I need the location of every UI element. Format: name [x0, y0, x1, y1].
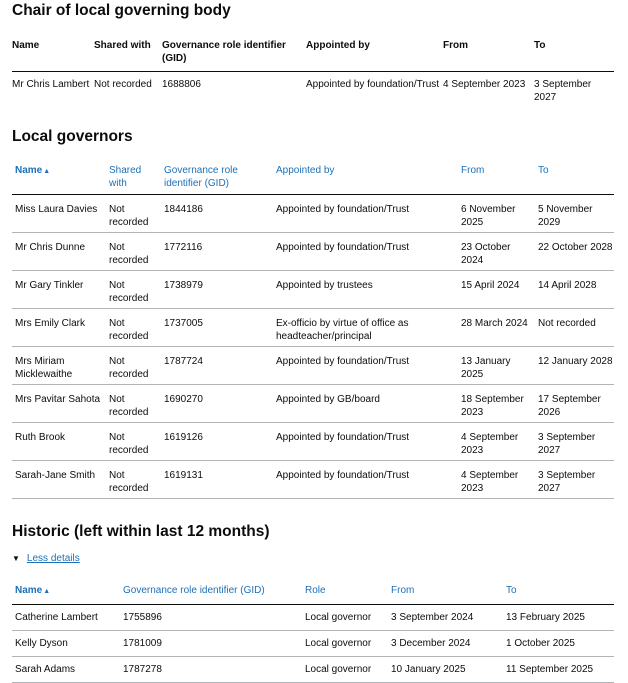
- cell-from: 6 November 2025: [458, 195, 535, 233]
- sort-by-from-link[interactable]: From: [458, 164, 535, 195]
- table-row: [12, 271, 614, 309]
- cell-shared-with: Not recorded: [106, 347, 161, 385]
- cell-role: Local governor: [302, 631, 388, 657]
- table-row: [12, 233, 614, 271]
- cell-appointed-by: Appointed by foundation/Trust: [273, 195, 458, 233]
- table-row: [12, 309, 614, 347]
- cell-to: 1 October 2025: [503, 631, 614, 657]
- chair-header-row: [12, 38, 614, 72]
- table-row: [12, 347, 614, 385]
- cell-to: 3 September 2027: [534, 79, 592, 103]
- cell-appointed-by: Appointed by GB/board: [273, 385, 458, 423]
- cell-to: 11 September 2025: [503, 657, 614, 683]
- table-row: [12, 72, 614, 109]
- cell-appointed-by: Ex-officio by virtue of office as headteacher/principal: [273, 309, 458, 347]
- cell-appointed-by: Appointed by foundation/Trust: [273, 423, 458, 461]
- sort-by-appointed-by-link[interactable]: Appointed by: [273, 164, 458, 195]
- cell-name: Sarah-Jane Smith: [12, 461, 106, 499]
- sort-ascending-icon: ▲: [43, 168, 51, 175]
- local-governors-table: [12, 164, 614, 499]
- cell-from: 3 September 2024: [388, 605, 503, 631]
- table-row: [12, 461, 614, 499]
- cell-from: 4 September 2023: [458, 423, 535, 461]
- cell-from: 28 March 2024: [458, 309, 535, 347]
- cell-appointed-by: Appointed by foundation/Trust: [273, 461, 458, 499]
- cell-name: Mr Gary Tinkler: [12, 271, 106, 309]
- cell-gid: 1844186: [161, 195, 273, 233]
- cell-gid: 1619126: [161, 423, 273, 461]
- cell-shared-with: Not recorded: [106, 461, 161, 499]
- cell-from: 18 September 2023: [458, 385, 535, 423]
- sort-by-gid-link[interactable]: Governance role identifier (GID): [161, 164, 273, 195]
- cell-to: 3 September 2027: [535, 423, 614, 461]
- cell-gid: 1781009: [120, 631, 302, 657]
- less-details-link[interactable]: Less details: [26, 553, 80, 564]
- table-row: [12, 423, 614, 461]
- cell-shared-with: Not recorded: [106, 195, 161, 233]
- cell-to: 22 October 2028: [535, 233, 614, 271]
- cell-name: Mr Chris Lambert: [12, 79, 90, 90]
- cell-name: Mrs Emily Clark: [12, 309, 106, 347]
- cell-shared-with: Not recorded: [106, 233, 161, 271]
- table-row: [12, 657, 614, 683]
- cell-name: Mrs Pavitar Sahota: [12, 385, 106, 423]
- chair-col-to: To: [534, 38, 614, 72]
- cell-to: 13 February 2025: [503, 605, 614, 631]
- cell-role: Local governor: [302, 657, 388, 683]
- table-row: [12, 195, 614, 233]
- cell-name: Catherine Lambert: [12, 605, 120, 631]
- cell-role: Local governor: [302, 605, 388, 631]
- cell-from: 3 December 2024: [388, 631, 503, 657]
- cell-gid: 1787278: [120, 657, 302, 683]
- chair-col-from: From: [443, 38, 534, 72]
- sort-ascending-icon: ▲: [43, 588, 51, 595]
- cell-from: 15 April 2024: [458, 271, 535, 309]
- cell-gid: 1738979: [161, 271, 273, 309]
- cell-from: 13 January 2025: [458, 347, 535, 385]
- cell-appointed-by: Appointed by foundation/Trust: [306, 79, 440, 90]
- cell-gid: 1755896: [120, 605, 302, 631]
- chair-section-title: Chair of local governing body: [12, 2, 231, 19]
- cell-shared-with: Not recorded: [94, 79, 152, 90]
- sort-by-to-link[interactable]: To: [503, 584, 614, 605]
- cell-shared-with: Not recorded: [106, 309, 161, 347]
- cell-to: 17 September 2026: [535, 385, 614, 423]
- cell-to: Not recorded: [535, 309, 614, 347]
- sort-by-name-link[interactable]: [12, 584, 120, 605]
- sort-by-role-link[interactable]: Role: [302, 584, 388, 605]
- cell-to: 12 January 2028: [535, 347, 614, 385]
- sort-by-to-link[interactable]: To: [535, 164, 614, 195]
- chair-col-shared-with: Shared with: [94, 38, 162, 72]
- cell-gid: 1772116: [161, 233, 273, 271]
- less-details-toggle[interactable]: [12, 553, 80, 564]
- historic-table: [12, 584, 614, 683]
- cell-name: Miss Laura Davies: [12, 195, 106, 233]
- cell-to: 3 September 2027: [535, 461, 614, 499]
- table-row: [12, 605, 614, 631]
- cell-from: 10 January 2025: [388, 657, 503, 683]
- cell-name: Ruth Brook: [12, 423, 106, 461]
- cell-name: Mrs Miriam Micklewaithe: [12, 347, 106, 385]
- chair-col-name: Name: [12, 38, 94, 72]
- chair-table: [12, 38, 614, 108]
- cell-from: 4 September 2023: [443, 79, 526, 90]
- cell-from: 23 October 2024: [458, 233, 535, 271]
- cell-gid: 1787724: [161, 347, 273, 385]
- cell-name: Kelly Dyson: [12, 631, 120, 657]
- historic-section-title: Historic (left within last 12 months): [12, 523, 270, 540]
- cell-shared-with: Not recorded: [106, 423, 161, 461]
- cell-gid: 1619131: [161, 461, 273, 499]
- cell-name: Sarah Adams: [12, 657, 120, 683]
- triangle-down-icon: ▼: [12, 554, 20, 563]
- chair-col-gid: Governance role identifier (GID): [162, 38, 306, 72]
- cell-shared-with: Not recorded: [106, 385, 161, 423]
- cell-appointed-by: Appointed by trustees: [273, 271, 458, 309]
- cell-shared-with: Not recorded: [106, 271, 161, 309]
- name-header-label[interactable]: Name: [15, 585, 43, 596]
- chair-col-appointed-by: Appointed by: [306, 38, 443, 72]
- sort-by-name-link[interactable]: [12, 164, 106, 195]
- cell-gid: 1688806: [162, 79, 201, 90]
- table-row: [12, 631, 614, 657]
- cell-to: 5 November 2029: [535, 195, 614, 233]
- cell-appointed-by: Appointed by foundation/Trust: [273, 233, 458, 271]
- local-governors-title: Local governors: [12, 128, 133, 145]
- local-header-row: [12, 164, 614, 195]
- cell-appointed-by: Appointed by foundation/Trust: [273, 347, 458, 385]
- cell-gid: 1737005: [161, 309, 273, 347]
- cell-name: Mr Chris Dunne: [12, 233, 106, 271]
- sort-by-from-link[interactable]: From: [388, 584, 503, 605]
- table-row: [12, 385, 614, 423]
- sort-by-shared-with-link[interactable]: Shared with: [106, 164, 161, 195]
- cell-gid: 1690270: [161, 385, 273, 423]
- cell-to: 14 April 2028: [535, 271, 614, 309]
- historic-header-row: [12, 584, 614, 605]
- sort-by-gid-link[interactable]: Governance role identifier (GID): [120, 584, 302, 605]
- name-header-label[interactable]: Name: [15, 165, 43, 176]
- cell-from: 4 September 2023: [458, 461, 535, 499]
